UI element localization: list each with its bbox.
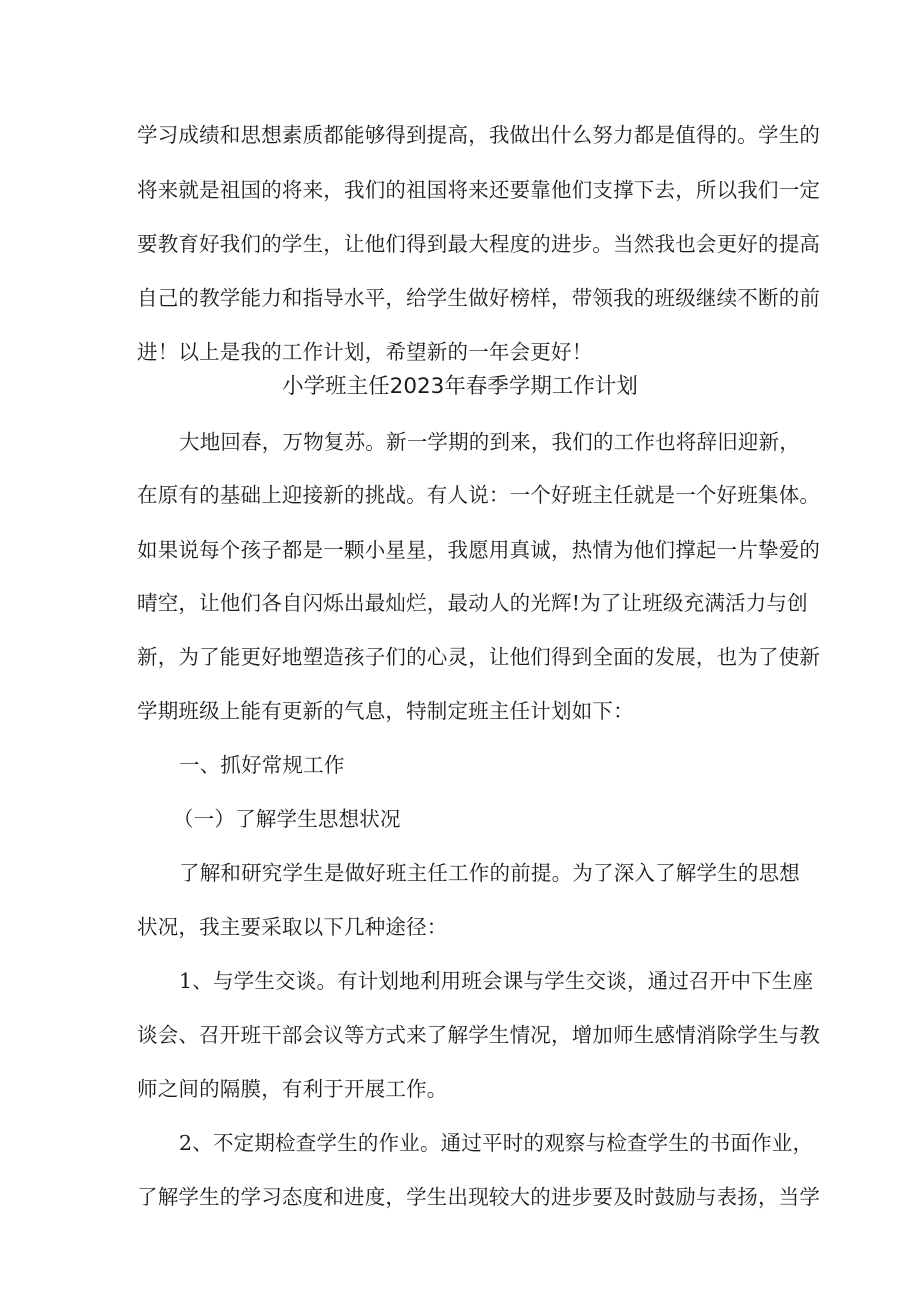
list-item-2-line-2: 了解学生的学习态度和进度，学生出现较大的进步要及时鼓励与表扬，当学 <box>137 1185 821 1209</box>
list-item-1-line-1: 1、与学生交谈。有计划地利用班会课与学生交谈，通过召开中下生座 <box>179 969 814 993</box>
section-heading-1: 一、抓好常规工作 <box>179 753 345 777</box>
list-item-1-line-2: 谈会、召开班干部会议等方式来了解学生情况，增加师生感情消除学生与教 <box>137 1023 821 1047</box>
body-line-1: 大地回春，万物复苏。新一学期的到来，我们的工作也将辞旧迎新， <box>179 430 800 454</box>
body-line-2: 在原有的基础上迎接新的挑战。有人说：一个好班主任就是一个好班集体。 <box>137 483 821 507</box>
body-line-10: 状况，我主要采取以下几种途径： <box>137 915 448 939</box>
intro-line-5: 进！以上是我的工作计划，希望新的一年会更好！ <box>137 340 593 364</box>
subsection-heading-1: （一）了解学生思想状况 <box>173 807 401 831</box>
body-line-9: 了解和研究学生是做好班主任工作的前提。为了深入了解学生的思想 <box>179 861 800 885</box>
intro-line-1: 学习成绩和思想素质都能够得到提高，我做出什么努力都是值得的。学生的 <box>137 123 821 147</box>
document-title: 小学班主任2023年春季学期工作计划 <box>282 374 638 399</box>
list-item-1-line-3: 师之间的隔膜，有利于开展工作。 <box>137 1077 448 1101</box>
list-item-2-line-1: 2、不定期检查学生的作业。通过平时的观察与检查学生的书面作业， <box>179 1131 814 1155</box>
intro-line-4: 自己的教学能力和指导水平，给学生做好榜样，带领我的班级继续不断的前 <box>137 286 821 310</box>
body-line-5: 新，为了能更好地塑造孩子们的心灵，让他们得到全面的发展，也为了使新 <box>137 645 821 669</box>
intro-line-3: 要教育好我们的学生，让他们得到最大程度的进步。当然我也会更好的提高 <box>137 232 821 256</box>
body-line-6: 学期班级上能有更新的气息，特制定班主任计划如下： <box>137 699 634 723</box>
intro-line-2: 将来就是祖国的将来，我们的祖国将来还要靠他们支撑下去，所以我们一定 <box>137 178 821 202</box>
body-line-3: 如果说每个孩子都是一颗小星星，我愿用真诚，热情为他们撑起一片挚爱的 <box>137 538 821 562</box>
body-line-4: 晴空，让他们各自闪烁出最灿烂，最动人的光辉!为了让班级充满活力与创 <box>137 591 808 615</box>
